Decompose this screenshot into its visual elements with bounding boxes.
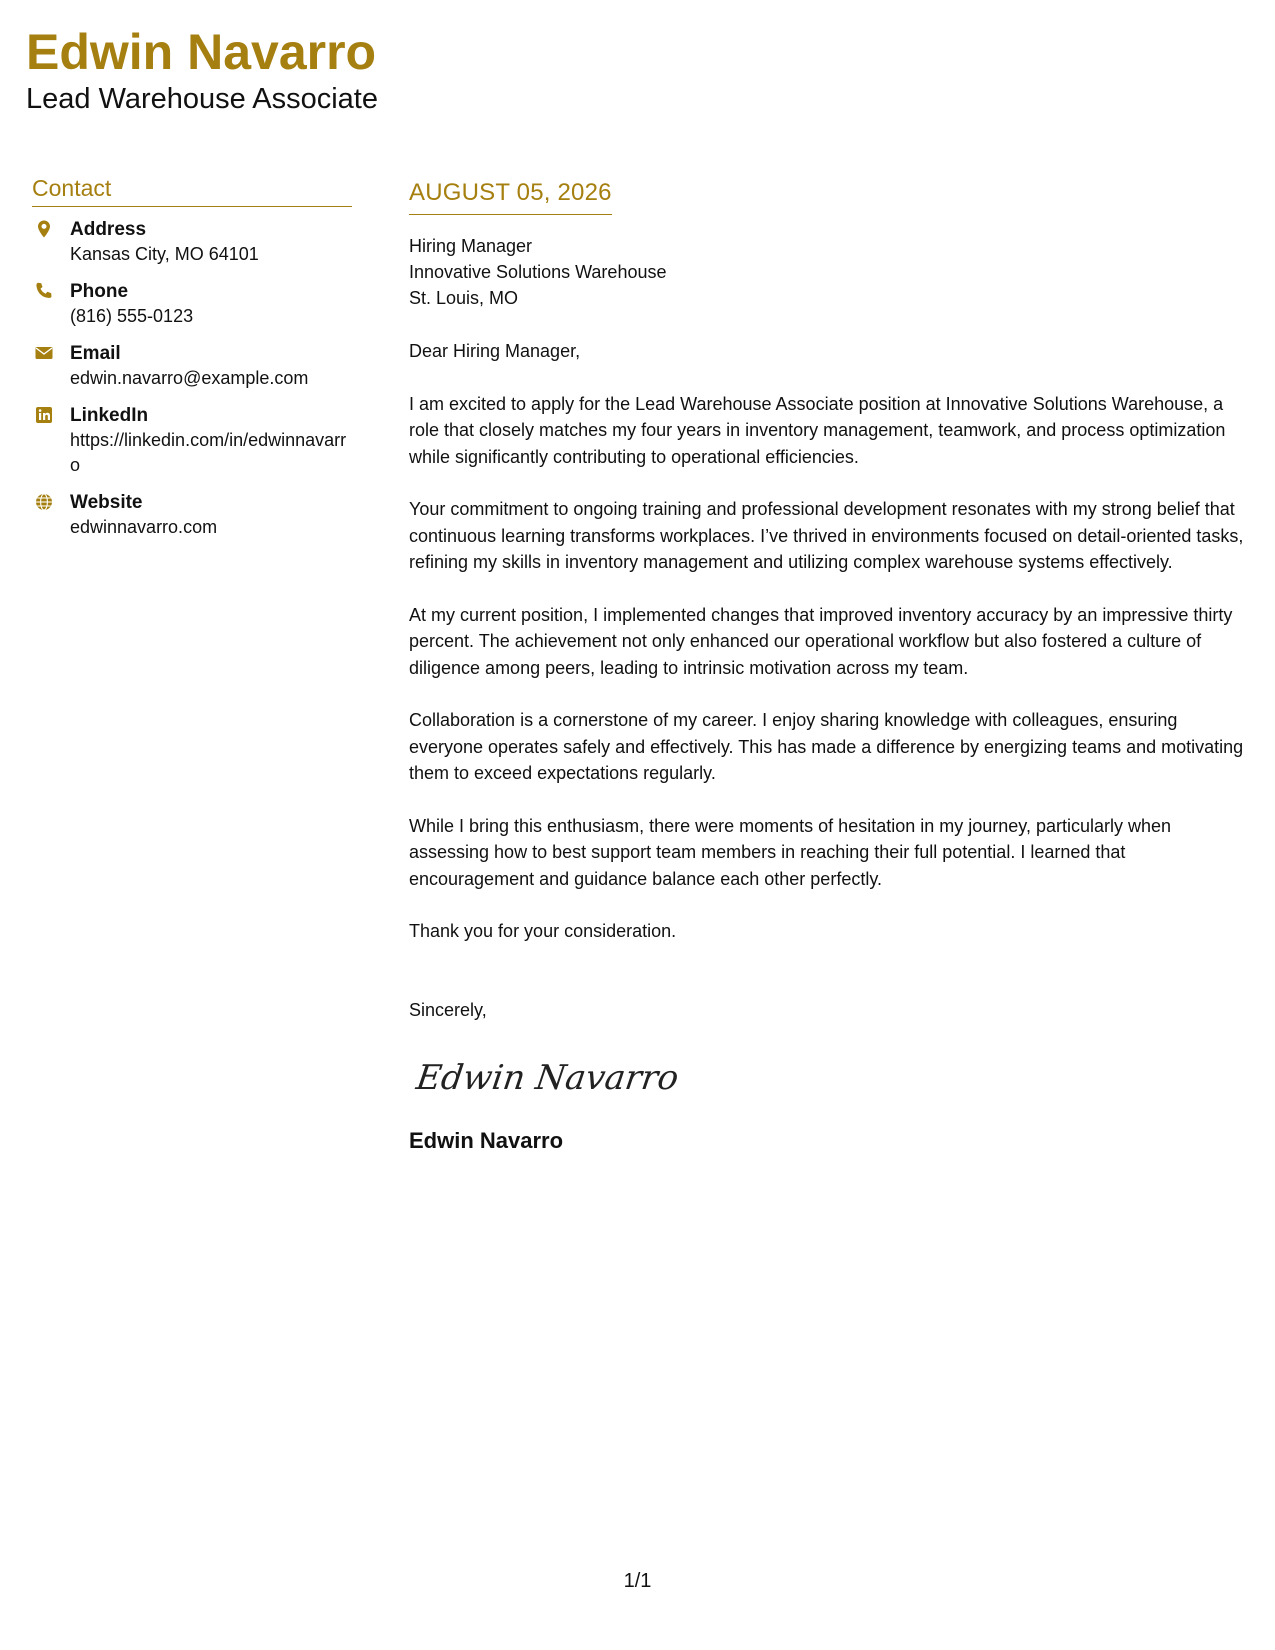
contact-item-website bbox=[32, 490, 352, 540]
contact-label: Phone bbox=[70, 281, 129, 302]
contact-heading: Contact bbox=[32, 174, 352, 207]
recipient-line: St. Louis, MO bbox=[409, 288, 519, 308]
letter-paragraph: Thank you for your consideration. bbox=[409, 921, 677, 941]
signer-name: Edwin Navarro bbox=[409, 1128, 564, 1153]
recipient-block bbox=[409, 233, 1254, 311]
contact-value: (816) 555-0123 bbox=[70, 306, 194, 326]
applicant-title: Lead Warehouse Associate bbox=[26, 83, 378, 115]
letter-paragraph: At my current position, I implemented changes that improved inventory accuracy by an impressive thirty percent. The achievement not only enhanced our operational workflow but also fostered a culture of diligence among peers, leading to intrinsic motivation across my team. bbox=[409, 604, 1233, 678]
letter-paragraph: I am excited to apply for the Lead Warehouse Associate position at Innovative Solutions Warehouse, a role that closely matches my four years in inventory management, teamwork, and process optimization while significantly contributing to operational efficiencies. bbox=[409, 393, 1226, 467]
recipient-line: Hiring Manager bbox=[409, 236, 533, 256]
contact-label: LinkedIn bbox=[70, 405, 149, 426]
closing: Sincerely, bbox=[409, 999, 487, 1020]
signature-image bbox=[413, 1047, 682, 1107]
page-number: 1/1 bbox=[623, 1570, 652, 1592]
envelope-icon bbox=[34, 343, 54, 363]
linkedin-icon bbox=[34, 405, 54, 425]
contact-item-address bbox=[32, 217, 352, 267]
letter-date: AUGUST 05, 2026 bbox=[409, 178, 612, 215]
contact-value: Kansas City, MO 64101 bbox=[70, 244, 259, 264]
handwritten-signature bbox=[413, 1047, 1254, 1107]
salutation: Dear Hiring Manager, bbox=[409, 341, 581, 361]
contact-label: Website bbox=[70, 492, 143, 513]
contact-item-phone bbox=[32, 279, 352, 329]
contact-value[interactable]: edwin.navarro@example.com bbox=[70, 368, 309, 388]
cover-letter-body bbox=[409, 178, 1254, 1155]
contact-item-email bbox=[32, 341, 352, 391]
map-pin-icon bbox=[34, 219, 54, 239]
signature-text: Edwin Navarro bbox=[413, 1058, 682, 1098]
letter-paragraph: Your commitment to ongoing training and professional development resonates with my strong belief that continuous learning transforms workplaces. I’ve thrived in environments focused on detail-oriented tasks, refining my skills in inventory management and utilizing complex warehouse systems effectively. bbox=[409, 499, 1244, 572]
contact-label: Email bbox=[70, 343, 121, 364]
resume-header bbox=[26, 22, 378, 116]
applicant-name: Edwin Navarro bbox=[26, 24, 377, 80]
contact-item-linkedin bbox=[32, 403, 352, 478]
letter-paragraph: While I bring this enthusiasm, there were moments of hesitation in my journey, particularly when assessing how to best support team members in reaching their full potential. I learned that encouragement and guidance balance each other perfectly. bbox=[409, 815, 1172, 889]
contact-value[interactable]: https://linkedin.com/in/edwinnavarro bbox=[70, 430, 347, 475]
contact-sidebar bbox=[32, 174, 352, 552]
letter-paragraph: Collaboration is a cornerstone of my career. I enjoy sharing knowledge with colleagues, ensuring everyone operates safely and effectively. This has made a difference by energizing teams and motivating them to exceed expectations regularly. bbox=[409, 710, 1244, 783]
globe-icon bbox=[34, 492, 54, 512]
contact-label: Address bbox=[70, 219, 147, 240]
phone-icon bbox=[34, 281, 54, 301]
recipient-line: Innovative Solutions Warehouse bbox=[409, 262, 667, 282]
contact-value[interactable]: edwinnavarro.com bbox=[70, 517, 218, 537]
